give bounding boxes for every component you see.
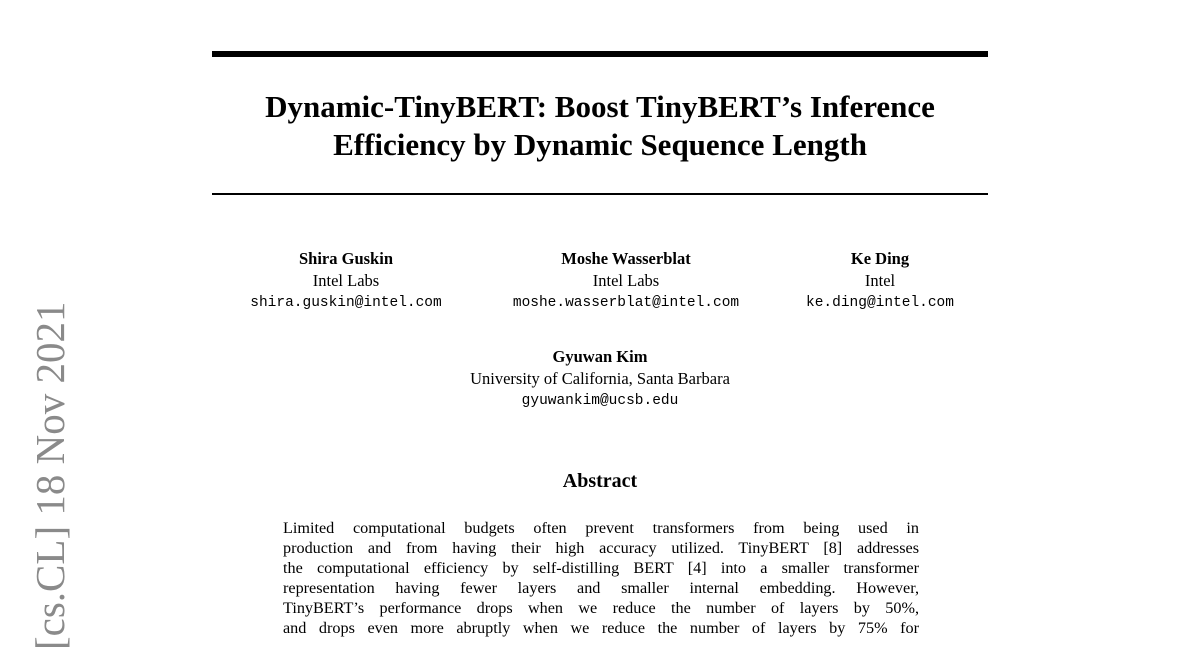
paper-title-line-2: Efficiency by Dynamic Sequence Length: [333, 127, 867, 162]
abstract-line: TinyBERT’s performance drops when we reduce the number of layers by 50%,: [283, 599, 919, 617]
author-block: [780, 248, 980, 314]
author-block: [400, 346, 800, 412]
author-email: ke.ding@intel.com: [806, 295, 954, 311]
abstract-line: representation having fewer layers and smaller internal embedding. However,: [283, 579, 919, 597]
author-email: moshe.wasserblat@intel.com: [512, 295, 740, 311]
arxiv-side-stamp: [cs.CL] 18 Nov 2021: [27, 301, 73, 650]
author-block: [226, 248, 466, 314]
author-name: Ke Ding: [850, 249, 910, 268]
author-email: shira.guskin@intel.com: [250, 295, 442, 311]
paper-title-line-1: Dynamic-TinyBERT: Boost TinyBERT’s Inference: [265, 89, 935, 124]
author-affiliation: University of California, Santa Barbara: [470, 369, 730, 388]
abstract-line: production and from having their high accuracy utilized. TinyBERT [8] addresses: [283, 539, 919, 557]
author-name: Gyuwan Kim: [552, 347, 648, 366]
abstract-line: and drops even more abruptly when we reduce the number of layers by 75% for: [283, 619, 919, 637]
paper-title: [212, 88, 988, 164]
abstract-line: the computational efficiency by self-distilling BERT [4] into a smaller transformer: [283, 559, 919, 577]
author-email: gyuwankim@ucsb.edu: [521, 393, 679, 409]
author-affiliation: Intel: [864, 271, 896, 290]
abstract-heading: Abstract: [562, 470, 638, 492]
abstract-body: [283, 518, 919, 638]
author-affiliation: Intel Labs: [312, 271, 380, 290]
author-name: Shira Guskin: [298, 249, 393, 268]
title-bottom-rule: [212, 193, 988, 195]
author-name: Moshe Wasserblat: [561, 249, 691, 268]
author-affiliation: Intel Labs: [592, 271, 660, 290]
title-top-rule: [212, 51, 988, 57]
abstract-line: Limited computational budgets often prevent transformers from being used in: [283, 519, 919, 537]
author-block: [486, 248, 766, 314]
